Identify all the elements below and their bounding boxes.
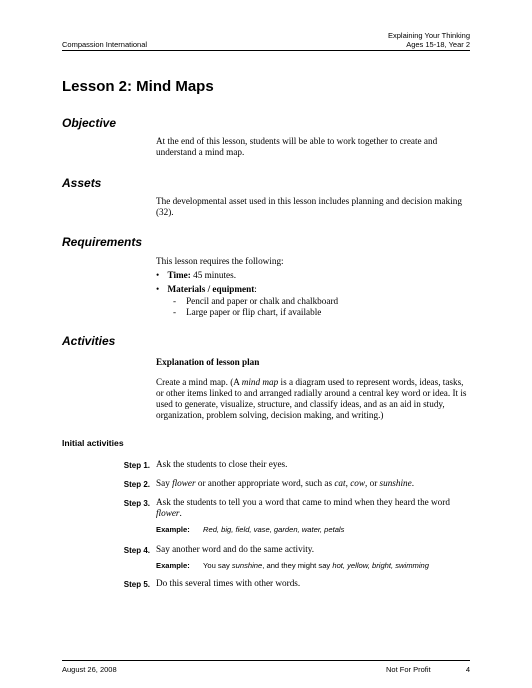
activities-subheading: Explanation of lesson plan <box>156 357 260 367</box>
footer-rule <box>62 660 470 661</box>
step-text: Say flower or another appropriate word, such as cat, cow, or sunshine. <box>156 478 414 488</box>
page-number: 4 <box>465 665 470 674</box>
bullet-dot: • <box>156 284 160 294</box>
step-label: Step 3. <box>123 499 150 508</box>
header-audience: Ages 15-18, Year 2 <box>406 40 470 49</box>
step-label: Step 4. <box>123 546 150 555</box>
step-text: Ask the students to tell you a word that came to mind when they heard the word flower. <box>156 497 450 518</box>
assets-heading: Assets <box>62 176 102 190</box>
bullet-dot: • <box>156 270 160 280</box>
step-text: Do this several times with other words. <box>156 578 301 588</box>
step-label: Step 2. <box>123 480 150 489</box>
activities-heading: Activities <box>62 334 116 348</box>
objective-heading: Objective <box>62 116 117 130</box>
step-text: Say another word and do the same activity. <box>156 544 315 554</box>
time-value: 45 minutes. <box>190 270 236 280</box>
header-rule <box>62 50 470 51</box>
requirements-heading: Requirements <box>62 235 143 249</box>
step-label: Step 1. <box>123 461 150 470</box>
requirements-intro: This lesson requires the following: <box>156 256 284 266</box>
page-title: Lesson 2: Mind Maps <box>62 78 214 95</box>
footer-date: August 26, 2008 <box>62 665 117 674</box>
example-label: Example: <box>156 525 190 534</box>
header-right <box>388 31 470 49</box>
time-label: Time: <box>167 270 191 280</box>
footer-status: Not For Profit <box>386 665 431 674</box>
step-label: Step 5. <box>123 580 150 589</box>
objective-text: At the end of this lesson, students will be able to work together to create and understand a mind map. <box>156 136 438 157</box>
example-label: Example: <box>156 561 190 570</box>
header-doc-title: Explaining Your Thinking <box>387 31 470 40</box>
materials-bullet <box>156 284 257 295</box>
example-text: Red, big, field, vase, garden, water, petals <box>203 525 345 534</box>
materials-colon: : <box>254 284 257 294</box>
time-bullet <box>156 270 236 281</box>
materials-label: Materials / equipment <box>167 284 255 294</box>
activities-paragraph: Create a mind map. (A mind map is a diagram used to represent words, ideas, tasks, or other items linked to and arranged radially around a central key word or idea. It is used to generate, visualize, structure, and classify ideas, and as an aid in study, organization, problem solving, decision making, and writing.) <box>156 377 467 420</box>
header-org: Compassion International <box>62 40 148 49</box>
initial-activities-heading: Initial activities <box>62 438 124 448</box>
assets-text: The developmental asset used in this lesson includes planning and decision making (32). <box>156 196 462 217</box>
materials-item: - Pencil and paper or chalk and chalkboard <box>173 296 339 306</box>
example-text: You say sunshine, and they might say hot, yellow, bright, swimming <box>203 561 429 570</box>
materials-item: - Large paper or flip chart, if available <box>173 307 322 317</box>
step-text: Ask the students to close their eyes. <box>156 459 288 469</box>
